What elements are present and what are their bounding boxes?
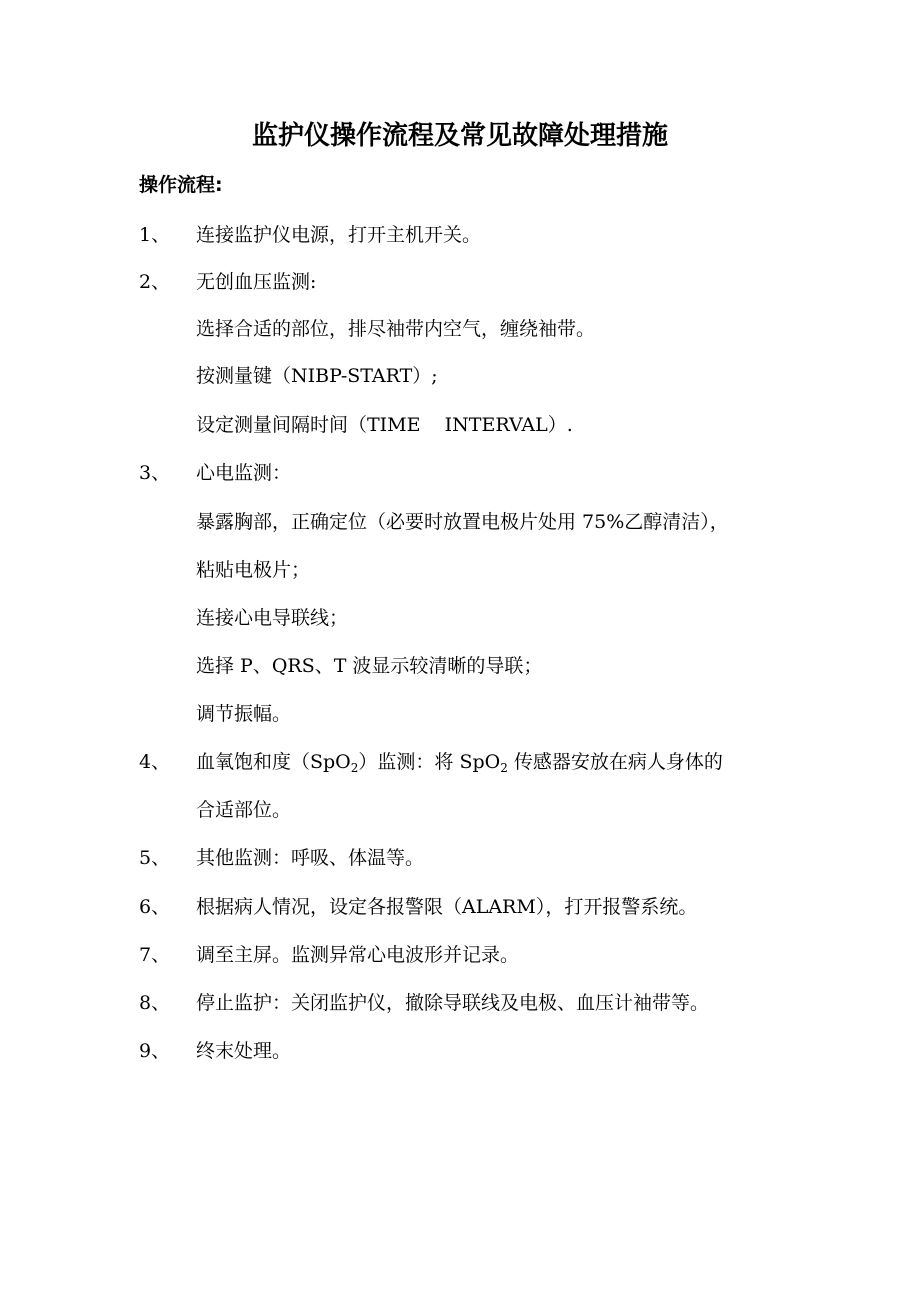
step-continuation: 合适部位。 — [196, 799, 292, 821]
step-number: 8、 — [139, 992, 171, 1014]
step-sub-line: 暴露胸部，正确定位（必要时放置电极片处用 75%乙醇清洁）， — [196, 511, 729, 533]
step-text: 终末处理。 — [196, 1040, 292, 1062]
step-text: 其他监测：呼吸、体温等。 — [196, 847, 425, 869]
step-text: 根据病人情况，设定各报警限（ALARM），打开报警系统。 — [196, 896, 698, 918]
step-text-part: 血氧饱和度（SpO — [196, 751, 351, 773]
step-text-part: 传感器安放在病人身体的 — [507, 751, 723, 773]
step-sub-line: 连接心电导联线； — [196, 607, 349, 629]
subscript: 2 — [500, 761, 508, 775]
step-sub-line: 设定测量间隔时间（TIME INTERVAL）. — [196, 414, 573, 436]
step-text: 无创血压监测: — [196, 271, 317, 293]
step-sub-line: 选择合适的部位，排尽袖带内空气，缠绕袖带。 — [196, 318, 596, 340]
step-text: 连接监护仪电源，打开主机开关。 — [196, 224, 482, 246]
step-sub-line: 调节振幅。 — [196, 703, 292, 725]
page-title: 监护仪操作流程及常见故障处理措施 — [251, 121, 668, 151]
step-number: 9、 — [139, 1040, 171, 1062]
step-number: 2、 — [139, 271, 171, 293]
section-heading: 操作流程: — [139, 174, 223, 196]
step-number: 7、 — [139, 944, 171, 966]
step-number: 6、 — [139, 896, 171, 918]
step-text: 心电监测： — [196, 462, 292, 484]
step-text-part: ）监测：将 SpO — [358, 751, 501, 773]
step-text — [196, 747, 723, 777]
step-sub-line: 按测量键（NIBP-START）; — [196, 365, 438, 387]
step-text: 停止监护：关闭监护仪，撤除导联线及电极、血压计袖带等。 — [196, 992, 710, 1014]
step-text: 调至主屏。监测异常心电波形并记录。 — [196, 944, 520, 966]
step-number: 4、 — [139, 751, 171, 773]
step-number: 5、 — [139, 847, 171, 869]
step-number: 3、 — [139, 462, 171, 484]
subscript: 2 — [350, 761, 359, 775]
step-sub-line: 选择 P、QRS、T 波显示较清晰的导联； — [196, 655, 543, 677]
step-sub-line: 粘贴电极片； — [196, 559, 311, 581]
step-number: 1、 — [139, 224, 171, 246]
